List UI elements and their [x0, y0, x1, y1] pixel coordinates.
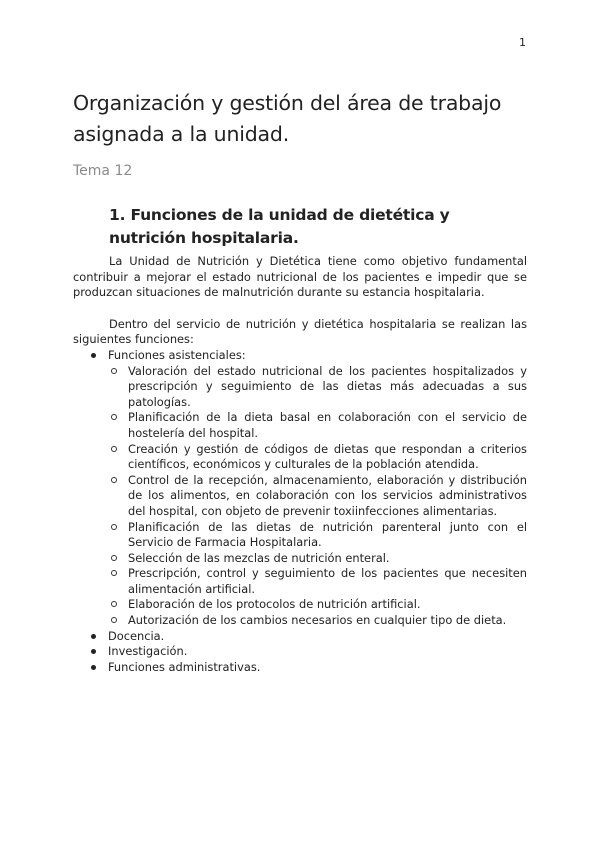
sublist-item: Prescripción, control y seguimiento de los pacientes que necesiten alimentación artificial. [108, 566, 527, 597]
list-item-docencia [73, 629, 527, 645]
intro-paragraph: La Unidad de Nutrición y Dietética tiene como objetivo fundamental contribuir a mejorar el estado nutricional de los pacientes e impedir que se produzcan situaciones de malnutrición durante su estancia hospitalaria. [73, 254, 527, 300]
list-item-investigacion [73, 644, 527, 660]
list-item-label: Docencia. [108, 628, 165, 643]
list-item-administrativas [73, 660, 527, 676]
sublist-item: Selección de las mezclas de nutrición enteral. [108, 551, 527, 567]
document-title: Organización y gestión del área de trabajo asignada a la unidad. [73, 91, 502, 146]
list-item-label: Investigación. [108, 644, 188, 659]
sublist-item: Elaboración de los protocolos de nutrición artificial. [108, 597, 527, 613]
list-item-label: Funciones asistenciales: [108, 347, 246, 362]
list-item-label: Funciones administrativas. [108, 659, 261, 674]
sublist-item: Planificación de las dietas de nutrición parenteral junto con el Servicio de Farmacia Hospitalaria. [108, 520, 527, 551]
functions-intro-paragraph: Dentro del servicio de nutrición y dietética hospitalaria se realizan las siguientes funciones: [73, 316, 527, 347]
page-number: 1 [519, 36, 526, 49]
sublist-item: Valoración del estado nutricional de los pacientes hospitalizados y prescripción y seguimiento de las dietas más adecuadas a sus patologías. [108, 364, 527, 411]
asistenciales-sublist [108, 364, 527, 629]
functions-list [73, 348, 527, 675]
section-heading: 1. Funciones de la unidad de dietética y nutrición hospitalaria. [109, 206, 450, 247]
sublist-item: Autorización de los cambios necesarios en cualquier tipo de dieta. [108, 613, 527, 629]
sublist-item: Planificación de la dieta basal en colaboración con el servicio de hostelería del hospital. [108, 410, 527, 441]
sublist-item: Control de la recepción, almacenamiento, elaboración y distribución de los alimentos, en colaboración con los servicios administrativos del hospital, con objeto de prevenir toxiinfecciones alimentarias. [108, 473, 527, 520]
document-subtitle: Tema 12 [73, 163, 133, 179]
sublist-item: Creación y gestión de códigos de dietas que respondan a criterios científicos, económicos y culturales de la población atendida. [108, 442, 527, 473]
list-item-asistenciales [73, 348, 527, 629]
section-functions [73, 204, 527, 675]
